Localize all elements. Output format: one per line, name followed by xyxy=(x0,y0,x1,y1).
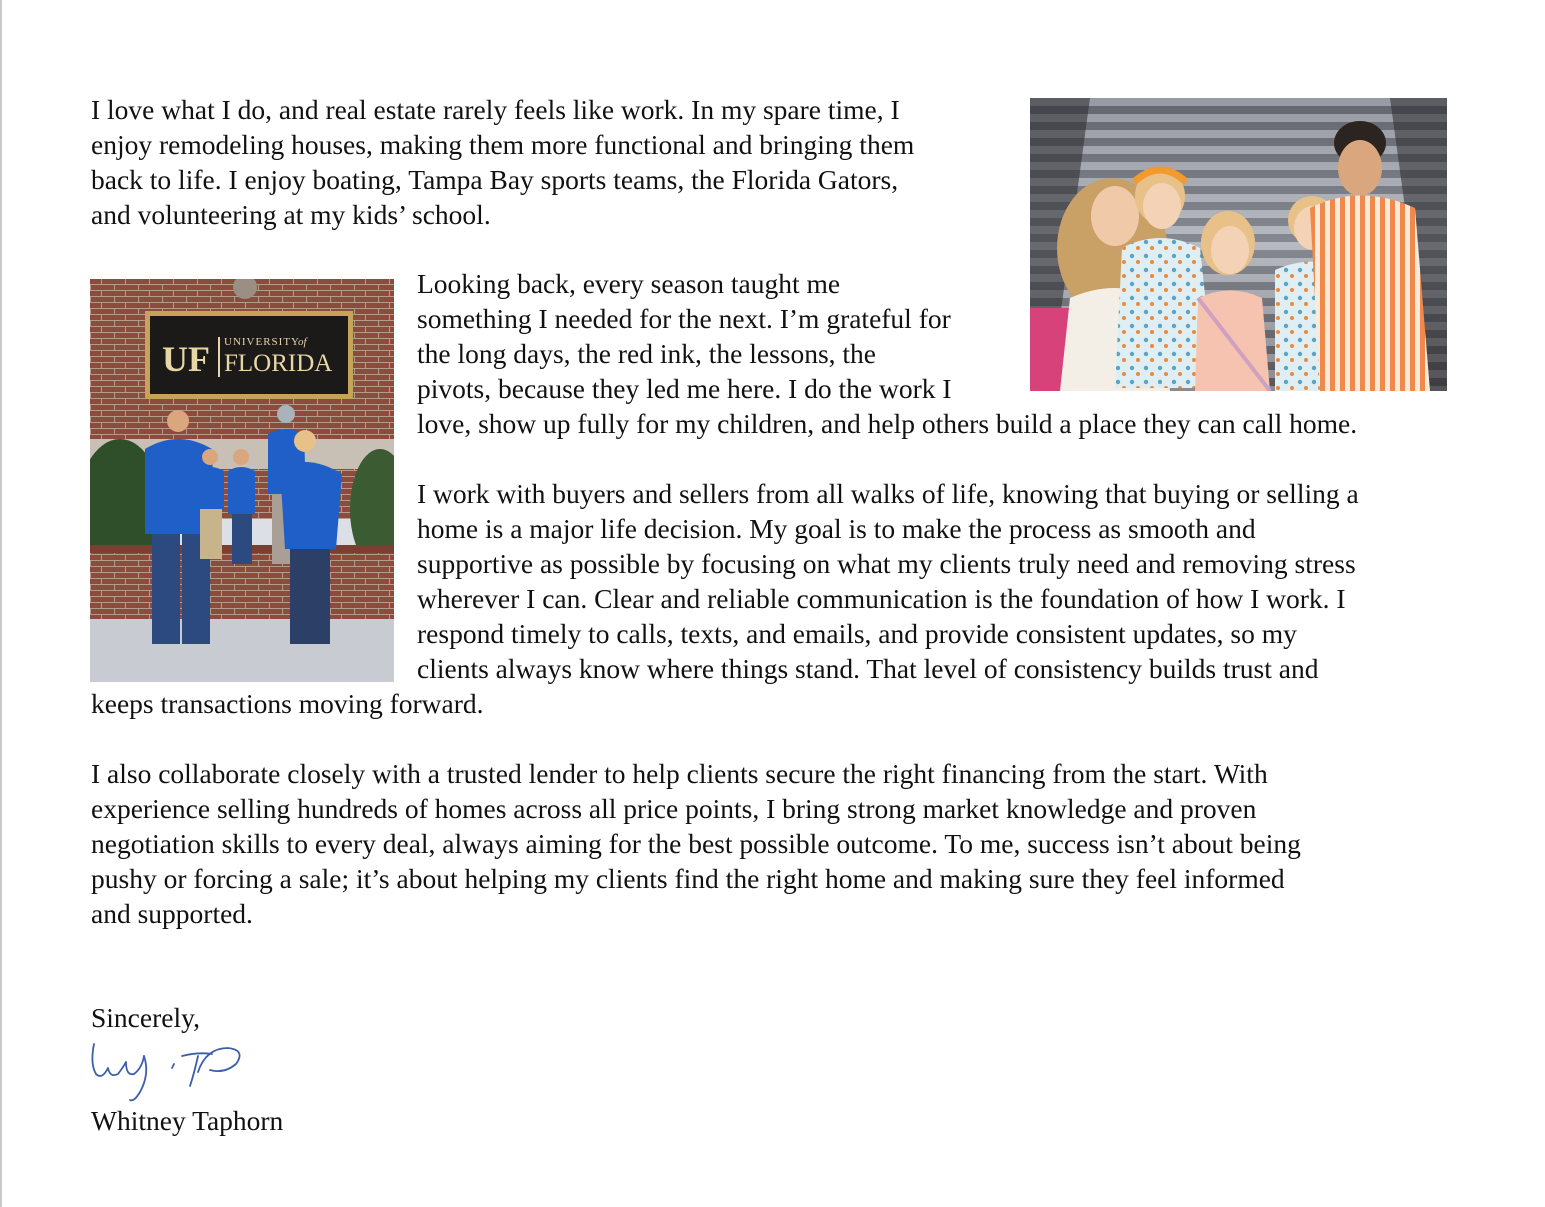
text-line: experience selling hundreds of homes across all price points, I bring strong market knowledge and proven xyxy=(91,793,1257,824)
uf-sign-florida: FLORIDA xyxy=(224,350,333,377)
handwritten-signature xyxy=(86,1034,300,1106)
text-line: I love what I do, and real estate rarely feels like work. In my spare time, I xyxy=(91,94,900,125)
text-line: the long days, the red ink, the lessons, the xyxy=(417,338,877,369)
page-left-edge xyxy=(0,0,2,1207)
uf-sign-university: UNIVERSITY xyxy=(224,336,300,348)
paragraph-reflection xyxy=(417,266,1357,441)
text-line: and volunteering at my kids’ school. xyxy=(91,199,491,230)
text-line: back to life. I enjoy boating, Tampa Bay sports teams, the Florida Gators, xyxy=(91,164,899,195)
text-line: I work with buyers and sellers from all walks of life, knowing that buying or selling a xyxy=(417,478,1359,509)
text-line: and supported. xyxy=(91,898,253,929)
paragraph-financing xyxy=(91,756,1301,931)
text-line: supportive as possible by focusing on what my clients truly need and removing stress xyxy=(417,548,1356,579)
signatory-name: Whitney Taphorn xyxy=(91,1105,284,1136)
text-line: I also collaborate closely with a trusted lender to help clients secure the right financing from the start. With xyxy=(91,758,1268,789)
text-line: enjoy remodeling houses, making them more functional and bringing them xyxy=(91,129,915,160)
paragraph-approach xyxy=(417,476,1359,686)
text-line: respond timely to calls, texts, and emails, and provide consistent updates, so my xyxy=(417,618,1297,649)
text-line: love, show up fully for my children, and help others build a place they can call home. xyxy=(417,408,1358,439)
uf-sign-logo: UF xyxy=(162,339,210,379)
text-line: pivots, because they led me here. I do the work I xyxy=(417,373,952,404)
text-line: clients always know where things stand. That level of consistency builds trust and xyxy=(417,653,1319,684)
paragraph-interests xyxy=(91,92,914,232)
text-line: Looking back, every season taught me xyxy=(417,268,841,299)
paragraph-approach-end xyxy=(91,686,484,721)
text-line: wherever I can. Clear and reliable communication is the foundation of how I work. I xyxy=(417,583,1346,614)
text-line: something I needed for the next. I’m grateful for xyxy=(417,303,951,334)
university-of-florida-family-photo xyxy=(90,279,394,682)
closing-salutation: Sincerely, xyxy=(91,1002,200,1033)
text-line: pushy or forcing a sale; it’s about helping my clients find the right home and making sure they feel informed xyxy=(91,863,1285,894)
text-line: keeps transactions moving forward. xyxy=(91,688,484,719)
text-line: home is a major life decision. My goal is to make the process as smooth and xyxy=(417,513,1256,544)
text-line: negotiation skills to every deal, always aiming for the best possible outcome. To me, success isn’t about being xyxy=(91,828,1301,859)
uf-sign-of: of xyxy=(298,336,307,348)
